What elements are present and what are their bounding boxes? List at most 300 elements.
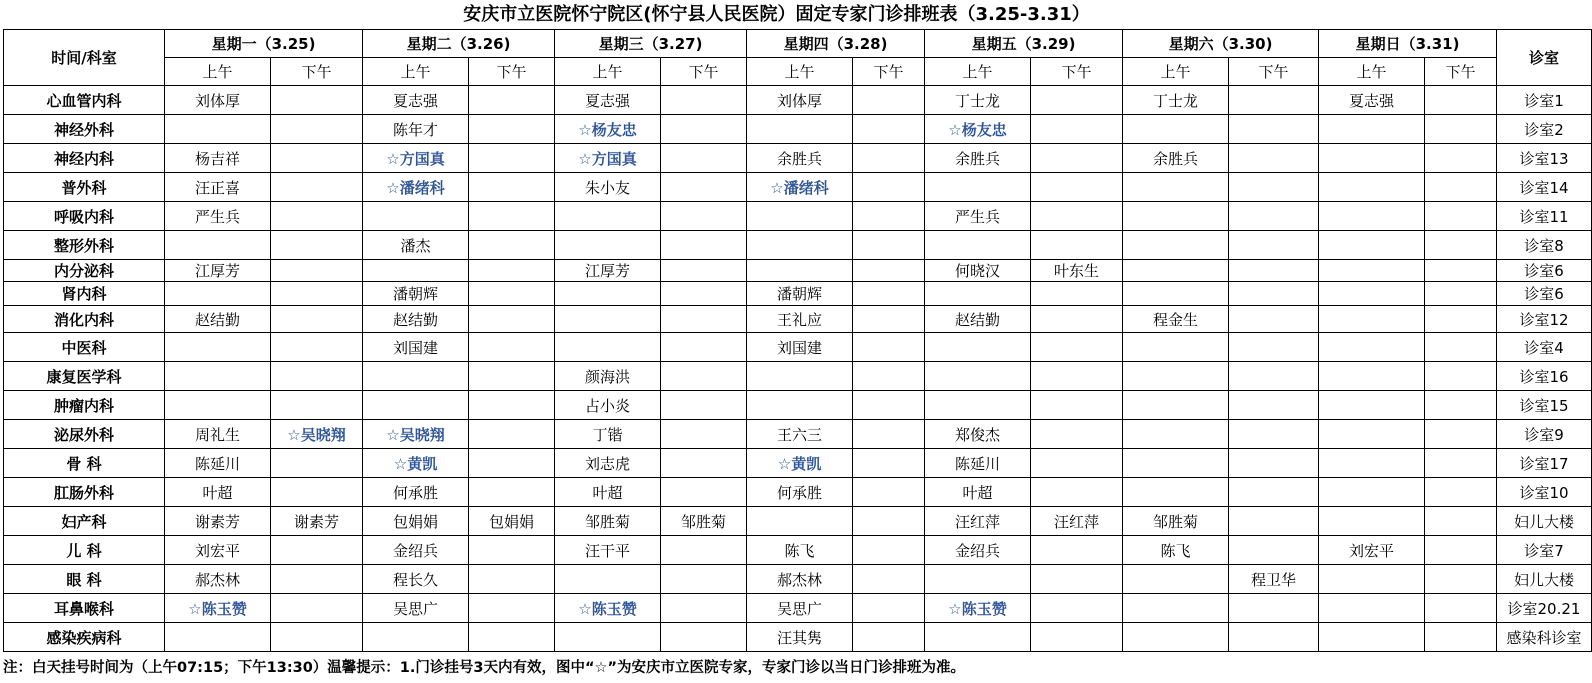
table-row — [4, 115, 1592, 144]
doctor-cell: 丁士龙 — [925, 86, 1031, 115]
room-cell: 诊室14 — [1497, 173, 1592, 202]
table-row — [4, 173, 1592, 202]
doctor-cell — [1319, 202, 1425, 231]
doctor-cell: 陈飞 — [1123, 536, 1229, 565]
doctor-cell — [925, 623, 1031, 652]
doctor-cell — [469, 565, 555, 594]
expert-cell: ☆陈玉赞 — [165, 594, 271, 623]
doctor-cell — [661, 282, 747, 306]
doctor-cell — [1319, 144, 1425, 173]
table-row — [4, 507, 1592, 536]
doctor-cell: 吴思广 — [747, 594, 853, 623]
doctor-cell — [1425, 306, 1497, 333]
doctor-cell — [853, 173, 925, 202]
doctor-cell — [555, 231, 661, 260]
doctor-cell — [661, 115, 747, 144]
dept-name: 中医科 — [4, 333, 165, 362]
doctor-cell — [271, 565, 363, 594]
room-cell: 诊室20.21 — [1497, 594, 1592, 623]
room-cell: 诊室16 — [1497, 362, 1592, 391]
doctor-cell — [1229, 202, 1319, 231]
room-cell: 诊室2 — [1497, 115, 1592, 144]
header-pm: 下午 — [853, 58, 925, 86]
doctor-cell — [1425, 594, 1497, 623]
doctor-cell: 郝杰林 — [165, 565, 271, 594]
doctor-cell — [469, 173, 555, 202]
doctor-cell — [1123, 362, 1229, 391]
table-row — [4, 362, 1592, 391]
doctor-cell — [853, 333, 925, 362]
doctor-cell: 刘国建 — [747, 333, 853, 362]
doctor-cell: 夏志强 — [363, 86, 469, 115]
doctor-cell: 邹胜菊 — [661, 507, 747, 536]
doctor-cell — [925, 391, 1031, 420]
doctor-cell — [661, 449, 747, 478]
doctor-cell — [1031, 536, 1123, 565]
doctor-cell — [555, 623, 661, 652]
header-am: 上午 — [165, 58, 271, 86]
doctor-cell — [1031, 282, 1123, 306]
doctor-cell — [469, 144, 555, 173]
doctor-cell — [1229, 362, 1319, 391]
doctor-cell: 程金生 — [1123, 306, 1229, 333]
expert-cell: ☆方国真 — [555, 144, 661, 173]
doctor-cell — [1031, 144, 1123, 173]
doctor-cell — [555, 202, 661, 231]
expert-cell: ☆陈玉赞 — [555, 594, 661, 623]
doctor-cell — [925, 173, 1031, 202]
doctor-cell — [271, 144, 363, 173]
doctor-cell — [1319, 507, 1425, 536]
doctor-cell — [469, 449, 555, 478]
header-day: 星期四（3.28) — [747, 30, 925, 58]
doctor-cell — [853, 536, 925, 565]
table-row — [4, 449, 1592, 478]
doctor-cell — [747, 391, 853, 420]
doctor-cell — [271, 478, 363, 507]
doctor-cell — [1229, 86, 1319, 115]
doctor-cell: 严生兵 — [925, 202, 1031, 231]
header-row-days — [4, 30, 1592, 58]
doctor-cell: 叶超 — [925, 478, 1031, 507]
doctor-cell — [1123, 449, 1229, 478]
doctor-cell: 王六三 — [747, 420, 853, 449]
doctor-cell — [1031, 173, 1123, 202]
doctor-cell — [1123, 231, 1229, 260]
expert-cell: ☆黄凯 — [747, 449, 853, 478]
doctor-cell: 刘体厚 — [165, 86, 271, 115]
doctor-cell — [661, 333, 747, 362]
doctor-cell — [1425, 565, 1497, 594]
doctor-cell — [1031, 115, 1123, 144]
doctor-cell — [271, 306, 363, 333]
expert-cell: ☆方国真 — [363, 144, 469, 173]
room-cell: 诊室9 — [1497, 420, 1592, 449]
doctor-cell — [271, 594, 363, 623]
doctor-cell — [165, 623, 271, 652]
doctor-cell — [1123, 333, 1229, 362]
doctor-cell: 何承胜 — [747, 478, 853, 507]
doctor-cell — [1319, 449, 1425, 478]
doctor-cell — [1229, 623, 1319, 652]
dept-name: 骨 科 — [4, 449, 165, 478]
doctor-cell: 包娟娟 — [469, 507, 555, 536]
doctor-cell — [853, 391, 925, 420]
expert-cell: ☆杨友忠 — [555, 115, 661, 144]
doctor-cell: 丁士龙 — [1123, 86, 1229, 115]
doctor-cell — [661, 594, 747, 623]
doctor-cell — [1031, 420, 1123, 449]
doctor-cell: 包娟娟 — [363, 507, 469, 536]
doctor-cell — [1319, 623, 1425, 652]
doctor-cell — [555, 565, 661, 594]
doctor-cell — [853, 260, 925, 282]
header-row-halfday — [4, 58, 1592, 86]
dept-name: 肾内科 — [4, 282, 165, 306]
doctor-cell — [1425, 420, 1497, 449]
doctor-cell — [1319, 478, 1425, 507]
doctor-cell — [661, 391, 747, 420]
table-row — [4, 333, 1592, 362]
expert-cell: ☆陈玉赞 — [925, 594, 1031, 623]
doctor-cell: 杨吉祥 — [165, 144, 271, 173]
doctor-cell: 王礼应 — [747, 306, 853, 333]
doctor-cell — [1229, 231, 1319, 260]
doctor-cell: 刘宏平 — [1319, 536, 1425, 565]
doctor-cell — [1229, 594, 1319, 623]
expert-cell: ☆杨友忠 — [925, 115, 1031, 144]
header-am: 上午 — [363, 58, 469, 86]
doctor-cell — [165, 391, 271, 420]
doctor-cell — [469, 391, 555, 420]
doctor-cell — [469, 594, 555, 623]
doctor-cell: 谢素芳 — [165, 507, 271, 536]
dept-name: 耳鼻喉科 — [4, 594, 165, 623]
table-row — [4, 565, 1592, 594]
doctor-cell — [1229, 333, 1319, 362]
doctor-cell — [1425, 144, 1497, 173]
doctor-cell — [555, 282, 661, 306]
room-cell: 诊室4 — [1497, 333, 1592, 362]
doctor-cell — [469, 260, 555, 282]
doctor-cell — [1229, 144, 1319, 173]
doctor-cell — [555, 306, 661, 333]
table-row — [4, 86, 1592, 115]
doctor-cell — [1229, 391, 1319, 420]
table-row — [4, 478, 1592, 507]
header-am: 上午 — [1123, 58, 1229, 86]
doctor-cell — [271, 202, 363, 231]
room-cell: 诊室17 — [1497, 449, 1592, 478]
doctor-cell: 潘杰 — [363, 231, 469, 260]
doctor-cell: 丁锴 — [555, 420, 661, 449]
dept-name: 心血管内科 — [4, 86, 165, 115]
room-cell: 妇儿大楼 — [1497, 507, 1592, 536]
room-cell: 诊室7 — [1497, 536, 1592, 565]
doctor-cell — [1229, 282, 1319, 306]
doctor-cell — [271, 86, 363, 115]
doctor-cell — [1031, 202, 1123, 231]
doctor-cell: 叶超 — [165, 478, 271, 507]
doctor-cell — [1319, 282, 1425, 306]
doctor-cell: 程卫华 — [1229, 565, 1319, 594]
doctor-cell — [165, 333, 271, 362]
room-cell: 诊室1 — [1497, 86, 1592, 115]
dept-name: 泌尿外科 — [4, 420, 165, 449]
doctor-cell — [165, 282, 271, 306]
doctor-cell — [853, 86, 925, 115]
doctor-cell: 赵结勤 — [165, 306, 271, 333]
doctor-cell — [165, 115, 271, 144]
doctor-cell — [747, 231, 853, 260]
doctor-cell — [1425, 260, 1497, 282]
doctor-cell — [1425, 115, 1497, 144]
doctor-cell: 占小炎 — [555, 391, 661, 420]
doctor-cell — [1031, 333, 1123, 362]
header-am: 上午 — [747, 58, 853, 86]
header-pm: 下午 — [469, 58, 555, 86]
footnote: 注：白天挂号时间为（上午07:15；下午13:30）温馨提示：1.门诊挂号3天内有效，图中“☆”为安庆市立医院专家，专家门诊以当日门诊排班为准。 — [3, 660, 966, 676]
doctor-cell — [1425, 478, 1497, 507]
doctor-cell: 叶超 — [555, 478, 661, 507]
dept-name: 妇产科 — [4, 507, 165, 536]
doctor-cell — [271, 362, 363, 391]
doctor-cell: 余胜兵 — [925, 144, 1031, 173]
doctor-cell — [1031, 623, 1123, 652]
doctor-cell: 潘朝辉 — [363, 282, 469, 306]
doctor-cell — [1319, 231, 1425, 260]
doctor-cell: 颜海洪 — [555, 362, 661, 391]
doctor-cell — [1425, 282, 1497, 306]
doctor-cell — [363, 623, 469, 652]
doctor-cell — [1319, 391, 1425, 420]
header-am: 上午 — [925, 58, 1031, 86]
doctor-cell — [853, 115, 925, 144]
table-row — [4, 260, 1592, 282]
doctor-cell — [165, 362, 271, 391]
dept-name: 普外科 — [4, 173, 165, 202]
doctor-cell — [853, 282, 925, 306]
header-room: 诊室 — [1497, 30, 1592, 86]
doctor-cell — [1319, 362, 1425, 391]
expert-cell: ☆潘绪科 — [747, 173, 853, 202]
doctor-cell — [469, 478, 555, 507]
doctor-cell — [1229, 536, 1319, 565]
doctor-cell — [853, 362, 925, 391]
header-am: 上午 — [1319, 58, 1425, 86]
doctor-cell — [661, 478, 747, 507]
doctor-cell — [853, 202, 925, 231]
table-row — [4, 420, 1592, 449]
header-day: 星期三（3.27) — [555, 30, 747, 58]
doctor-cell — [1319, 565, 1425, 594]
doctor-cell — [747, 507, 853, 536]
dept-name: 神经外科 — [4, 115, 165, 144]
doctor-cell: 潘朝辉 — [747, 282, 853, 306]
table-row — [4, 231, 1592, 260]
doctor-cell — [1031, 391, 1123, 420]
doctor-cell — [661, 231, 747, 260]
doctor-cell — [1229, 420, 1319, 449]
doctor-cell — [1123, 282, 1229, 306]
page-title: 安庆市立医院怀宁院区(怀宁县人民医院）固定专家门诊排班表（3.25-3.31） — [463, 4, 1090, 25]
doctor-cell — [469, 86, 555, 115]
doctor-cell — [853, 144, 925, 173]
doctor-cell — [661, 306, 747, 333]
doctor-cell — [1031, 594, 1123, 623]
doctor-cell — [1031, 86, 1123, 115]
doctor-cell: 汪红萍 — [925, 507, 1031, 536]
doctor-cell — [1319, 333, 1425, 362]
dept-name: 肿瘤内科 — [4, 391, 165, 420]
doctor-cell — [1123, 202, 1229, 231]
doctor-cell: 汪红萍 — [1031, 507, 1123, 536]
dept-name: 眼 科 — [4, 565, 165, 594]
doctor-cell — [1031, 306, 1123, 333]
doctor-cell — [1031, 231, 1123, 260]
doctor-cell: 余胜兵 — [1123, 144, 1229, 173]
doctor-cell — [1425, 86, 1497, 115]
doctor-cell — [469, 536, 555, 565]
doctor-cell — [853, 565, 925, 594]
doctor-cell — [1319, 173, 1425, 202]
doctor-cell: 汪干平 — [555, 536, 661, 565]
doctor-cell — [271, 391, 363, 420]
doctor-cell — [661, 144, 747, 173]
dept-name: 肛肠外科 — [4, 478, 165, 507]
doctor-cell: 吴思广 — [363, 594, 469, 623]
doctor-cell: 赵结勤 — [925, 306, 1031, 333]
doctor-cell — [271, 173, 363, 202]
doctor-cell — [747, 202, 853, 231]
doctor-cell — [469, 362, 555, 391]
doctor-cell — [271, 260, 363, 282]
doctor-cell — [661, 362, 747, 391]
doctor-cell — [661, 86, 747, 115]
doctor-cell — [661, 565, 747, 594]
doctor-cell: 刘宏平 — [165, 536, 271, 565]
room-cell: 诊室11 — [1497, 202, 1592, 231]
doctor-cell — [1425, 202, 1497, 231]
doctor-cell — [469, 282, 555, 306]
expert-cell: ☆黄凯 — [363, 449, 469, 478]
doctor-cell — [1425, 333, 1497, 362]
header-day: 星期一（3.25) — [165, 30, 363, 58]
doctor-cell — [1319, 306, 1425, 333]
doctor-cell — [853, 231, 925, 260]
doctor-cell — [271, 536, 363, 565]
room-cell: 诊室10 — [1497, 478, 1592, 507]
doctor-cell: 邹胜菊 — [1123, 507, 1229, 536]
doctor-cell: 江厚芳 — [165, 260, 271, 282]
room-cell: 妇儿大楼 — [1497, 565, 1592, 594]
doctor-cell — [1229, 115, 1319, 144]
doctor-cell — [363, 362, 469, 391]
doctor-cell — [1425, 507, 1497, 536]
doctor-cell — [661, 202, 747, 231]
doctor-cell: 何晓汉 — [925, 260, 1031, 282]
doctor-cell — [1425, 231, 1497, 260]
doctor-cell — [271, 449, 363, 478]
doctor-cell: 邹胜菊 — [555, 507, 661, 536]
room-cell: 诊室13 — [1497, 144, 1592, 173]
doctor-cell — [1123, 115, 1229, 144]
doctor-cell — [1425, 173, 1497, 202]
doctor-cell: 江厚芳 — [555, 260, 661, 282]
doctor-cell: 陈年才 — [363, 115, 469, 144]
doctor-cell — [925, 565, 1031, 594]
room-cell: 诊室12 — [1497, 306, 1592, 333]
doctor-cell: 赵结勤 — [363, 306, 469, 333]
room-cell: 诊室8 — [1497, 231, 1592, 260]
doctor-cell — [1425, 623, 1497, 652]
doctor-cell — [853, 478, 925, 507]
doctor-cell — [1425, 536, 1497, 565]
dept-name: 呼吸内科 — [4, 202, 165, 231]
table-row — [4, 623, 1592, 652]
doctor-cell — [363, 202, 469, 231]
doctor-cell — [469, 115, 555, 144]
doctor-cell — [469, 420, 555, 449]
dept-name: 儿 科 — [4, 536, 165, 565]
header-day: 星期日（3.31) — [1319, 30, 1497, 58]
doctor-cell — [1123, 173, 1229, 202]
doctor-cell — [1123, 478, 1229, 507]
doctor-cell — [1229, 173, 1319, 202]
doctor-cell — [1031, 449, 1123, 478]
doctor-cell: 郝杰林 — [747, 565, 853, 594]
doctor-cell — [1229, 507, 1319, 536]
doctor-cell — [1319, 594, 1425, 623]
header-day: 星期六（3.30) — [1123, 30, 1319, 58]
expert-cell: ☆吴晓翔 — [363, 420, 469, 449]
room-cell: 诊室6 — [1497, 260, 1592, 282]
doctor-cell: 金绍兵 — [925, 536, 1031, 565]
doctor-cell — [661, 536, 747, 565]
doctor-cell: 金绍兵 — [363, 536, 469, 565]
doctor-cell — [1425, 362, 1497, 391]
doctor-cell — [661, 623, 747, 652]
doctor-cell: 叶东生 — [1031, 260, 1123, 282]
doctor-cell — [747, 362, 853, 391]
doctor-cell: 严生兵 — [165, 202, 271, 231]
dept-name: 内分泌科 — [4, 260, 165, 282]
doctor-cell — [1031, 565, 1123, 594]
doctor-cell — [925, 282, 1031, 306]
expert-cell: ☆潘绪科 — [363, 173, 469, 202]
table-row — [4, 144, 1592, 173]
header-pm: 下午 — [1425, 58, 1497, 86]
doctor-cell: 朱小友 — [555, 173, 661, 202]
doctor-cell — [925, 362, 1031, 391]
dept-name: 整形外科 — [4, 231, 165, 260]
schedule-table — [3, 29, 1592, 652]
header-day: 星期五（3.29) — [925, 30, 1123, 58]
header-pm: 下午 — [1229, 58, 1319, 86]
doctor-cell — [469, 306, 555, 333]
doctor-cell: 刘体厚 — [747, 86, 853, 115]
doctor-cell — [853, 623, 925, 652]
doctor-cell: 陈延川 — [165, 449, 271, 478]
doctor-cell — [271, 231, 363, 260]
doctor-cell: 汪正喜 — [165, 173, 271, 202]
doctor-cell — [747, 115, 853, 144]
doctor-cell — [1319, 420, 1425, 449]
doctor-cell — [363, 391, 469, 420]
doctor-cell: 谢素芳 — [271, 507, 363, 536]
doctor-cell — [469, 231, 555, 260]
doctor-cell: 何承胜 — [363, 478, 469, 507]
